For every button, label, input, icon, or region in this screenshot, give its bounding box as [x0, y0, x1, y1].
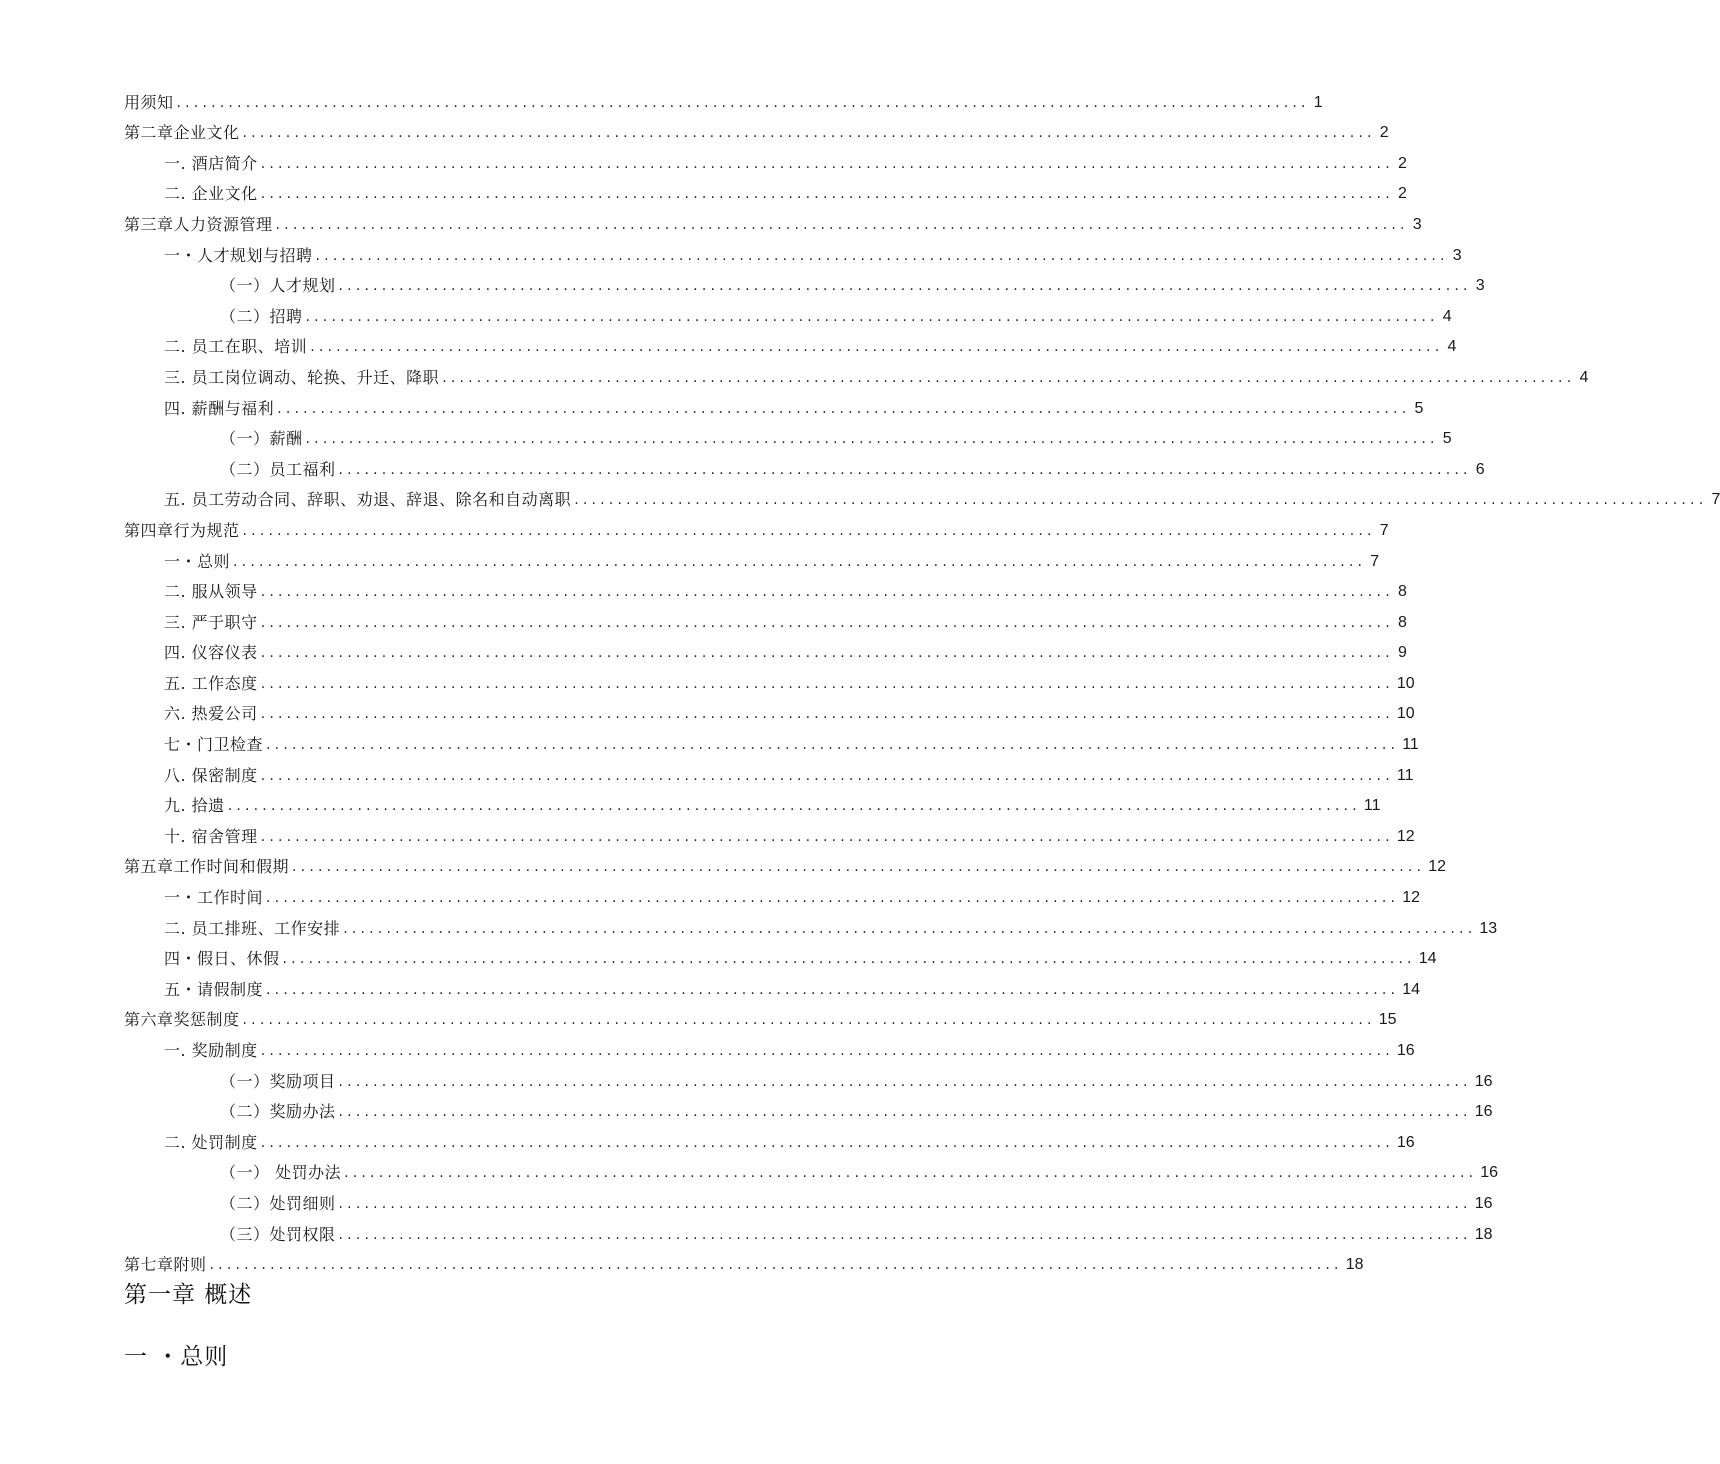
- toc-dot-leader: ...................................................................................................................................: [260, 767, 1394, 784]
- toc-entry[interactable]: [124, 877, 1420, 908]
- toc-entry-title: （一）薪酬: [220, 429, 303, 449]
- toc-entry-title: 三. 员工岗位调动、轮换、升迁、降职: [164, 367, 440, 387]
- toc-dot-leader: ...................................................................................................................................: [260, 155, 1394, 172]
- toc-entry-title: （二）奖励办法: [220, 1102, 336, 1122]
- toc-entry[interactable]: [124, 143, 1407, 174]
- toc-dot-leader: ...................................................................................................................................: [260, 675, 1394, 692]
- toc-entry-title: 第三章人力资源管理: [124, 214, 273, 234]
- toc-page-number: 16: [1474, 1194, 1493, 1212]
- section-title: 一 ・总则: [124, 1344, 229, 1370]
- toc-page-number: 16: [1396, 1133, 1415, 1151]
- toc-entry-title: （一）人才规划: [220, 276, 336, 296]
- toc-page-number: 12: [1428, 858, 1446, 876]
- toc-entry-title: 三. 严于职守: [164, 612, 258, 632]
- toc-entry[interactable]: [124, 480, 1720, 511]
- toc-entry[interactable]: [124, 908, 1498, 939]
- toc-dot-leader: ...................................................................................................................................: [338, 1226, 1472, 1243]
- toc-entry[interactable]: [124, 235, 1462, 266]
- toc-page-number: 11: [1402, 736, 1419, 754]
- toc-entry-title: 二. 企业文化: [164, 184, 258, 204]
- toc-entry-title: （二）招聘: [220, 306, 303, 326]
- chapter-title: 第一章 概述: [124, 1282, 253, 1308]
- toc-dot-leader: ...................................................................................................................................: [260, 828, 1394, 845]
- toc-dot-leader: ...................................................................................................................................: [260, 186, 1394, 203]
- toc-entry-title: 第二章企业文化: [124, 123, 240, 143]
- toc-page-number: 16: [1474, 1072, 1493, 1090]
- toc-dot-leader: ...................................................................................................................................: [275, 216, 1409, 233]
- toc-page-number: 13: [1479, 919, 1498, 937]
- toc-entry-title: 八. 保密制度: [164, 765, 258, 785]
- toc-page-number: 5: [1442, 430, 1452, 448]
- toc-entry-title: 用须知: [124, 92, 174, 112]
- toc-page-number: 10: [1396, 674, 1415, 692]
- toc-entry-title: 一. 奖励制度: [164, 1041, 258, 1060]
- toc-page-number: 11: [1396, 766, 1414, 784]
- toc-page-number: 11: [1363, 797, 1381, 815]
- toc-dot-leader: ...................................................................................................................................: [260, 584, 1394, 601]
- toc-dot-leader: ...................................................................................................................................: [260, 614, 1394, 631]
- toc-dot-leader: ...................................................................................................................................: [242, 125, 1376, 142]
- toc-entry[interactable]: [124, 633, 1407, 664]
- toc-entry-title: 第四章行为规范: [124, 520, 240, 540]
- toc-page-number: 18: [1345, 1256, 1364, 1274]
- toc-page-number: 4: [1442, 307, 1452, 325]
- toc-dot-leader: ...................................................................................................................................: [266, 890, 1400, 907]
- toc-entry-title: 一. 酒店简介: [164, 153, 258, 173]
- toc-dot-leader: ...................................................................................................................................: [310, 339, 1444, 356]
- toc-dot-leader: ...................................................................................................................................: [260, 1043, 1394, 1059]
- toc-page-number: 10: [1396, 705, 1415, 723]
- toc-entry-title: 二. 员工在职、培训: [164, 337, 308, 357]
- toc-entry-title: 第六章奖惩制度: [124, 1010, 240, 1030]
- toc-entry[interactable]: [124, 204, 1422, 235]
- toc-entry-title: 六. 热爱公司: [164, 704, 258, 724]
- toc-dot-leader: ...................................................................................................................................: [260, 1134, 1394, 1151]
- toc-page-number: 18: [1474, 1225, 1493, 1243]
- toc-page-number: 9: [1397, 644, 1407, 662]
- toc-dot-leader: ...................................................................................................................................: [338, 1073, 1472, 1090]
- toc-entry-title: 五. 工作态度: [164, 673, 258, 693]
- toc-entry[interactable]: [124, 327, 1457, 358]
- toc-entry[interactable]: [124, 449, 1485, 480]
- toc-entry[interactable]: [124, 816, 1415, 847]
- toc-entry-title: 二. 员工排班、工作安排: [164, 918, 341, 938]
- toc-dot-leader: ...................................................................................................................................: [442, 369, 1576, 386]
- toc-entry-title: 第七章附则: [124, 1255, 207, 1275]
- toc-page-number: 14: [1402, 980, 1420, 998]
- toc-dot-leader: ...................................................................................................................................: [260, 706, 1394, 723]
- toc-page-number: 3: [1412, 215, 1422, 233]
- toc-entry-title: 五・请假制度: [164, 979, 264, 999]
- toc-entry[interactable]: [124, 296, 1452, 327]
- toc-entry-title: 第五章工作时间和假期: [124, 857, 290, 877]
- toc-entry-title: 一・总则: [164, 551, 231, 571]
- toc-dot-leader: ...................................................................................................................................: [344, 1165, 1478, 1182]
- toc-dot-leader: ...................................................................................................................................: [305, 431, 1439, 448]
- toc-entry[interactable]: [124, 266, 1485, 297]
- toc-entry-title: 四. 仪容仪表: [164, 643, 258, 663]
- toc-dot-leader: ...................................................................................................................................: [338, 278, 1472, 295]
- toc-entry-title: 四・假日、休假: [164, 949, 280, 969]
- toc-page-number: 14: [1418, 950, 1437, 968]
- toc-entry-title: （二）员工福利: [220, 459, 336, 479]
- toc-entry[interactable]: [124, 1061, 1493, 1092]
- toc-entry-title: （一）奖励项目: [220, 1071, 336, 1091]
- toc-page-number: 15: [1378, 1011, 1397, 1029]
- toc-page-number: 12: [1402, 889, 1420, 907]
- toc-dot-leader: ...................................................................................................................................: [343, 920, 1477, 937]
- toc-page-number: 5: [1414, 399, 1424, 417]
- toc-entry[interactable]: [124, 113, 1389, 144]
- toc-entry[interactable]: [124, 1030, 1415, 1061]
- toc-entry[interactable]: [124, 1245, 1364, 1276]
- toc-entry[interactable]: [124, 1153, 1499, 1184]
- toc-entry-title: 一・人才规划与招聘: [164, 245, 313, 265]
- toc-dot-leader: ...................................................................................................................................: [260, 645, 1394, 662]
- toc-page-number: 7: [1370, 552, 1380, 570]
- toc-entry[interactable]: [124, 786, 1381, 817]
- toc-entry-title: 十. 宿舍管理: [164, 826, 258, 846]
- toc-page-number: 4: [1447, 338, 1457, 356]
- toc-dot-leader: ...................................................................................................................................: [315, 247, 1449, 264]
- toc-page-number: 7: [1379, 521, 1389, 539]
- toc-dot-leader: ...................................................................................................................................: [242, 1012, 1376, 1029]
- toc-page-number: 3: [1475, 277, 1485, 295]
- toc-entry[interactable]: [124, 602, 1407, 633]
- toc-dot-leader: ...................................................................................................................................: [209, 1257, 1343, 1274]
- toc-entry[interactable]: [124, 663, 1415, 694]
- toc-page-number: 16: [1480, 1164, 1499, 1182]
- toc-page-number: 8: [1397, 613, 1407, 631]
- toc-dot-leader: ...................................................................................................................................: [176, 94, 1310, 111]
- toc-entry-title: 一・工作时间: [164, 888, 264, 908]
- toc-dot-leader: ...................................................................................................................................: [305, 308, 1439, 325]
- toc-entry[interactable]: [124, 82, 1323, 113]
- toc-dot-leader: ...................................................................................................................................: [338, 1104, 1472, 1121]
- toc-dot-leader: ...................................................................................................................................: [338, 461, 1472, 478]
- table-of-contents: [124, 82, 1720, 1275]
- toc-entry[interactable]: [124, 357, 1589, 388]
- toc-dot-leader: ...................................................................................................................................: [338, 1195, 1472, 1212]
- toc-dot-leader: ...................................................................................................................................: [233, 553, 1367, 570]
- toc-dot-leader: ...................................................................................................................................: [277, 400, 1411, 417]
- toc-page-number: 8: [1397, 583, 1407, 601]
- toc-dot-leader: ...................................................................................................................................: [574, 492, 1708, 509]
- toc-page-number: 7: [1711, 491, 1720, 509]
- toc-page-number: 6: [1475, 460, 1485, 478]
- toc-entry[interactable]: [124, 1092, 1493, 1123]
- toc-entry-title: 九. 拾遗: [164, 796, 225, 816]
- toc-dot-leader: ...................................................................................................................................: [282, 951, 1416, 968]
- toc-entry[interactable]: [124, 939, 1437, 970]
- toc-entry-title: 七・门卫检查: [164, 735, 264, 755]
- toc-page-number: 2: [1397, 185, 1407, 203]
- toc-dot-leader: ...................................................................................................................................: [266, 981, 1400, 998]
- toc-entry-title: 二. 服从领导: [164, 582, 258, 602]
- toc-entry[interactable]: [124, 755, 1414, 786]
- toc-entry[interactable]: [124, 541, 1380, 572]
- toc-entry-title: （三）处罚权限: [220, 1224, 336, 1244]
- toc-entry[interactable]: [124, 1122, 1415, 1153]
- toc-entry-title: （一） 处罚办法: [220, 1163, 342, 1183]
- toc-page-number: 16: [1474, 1103, 1493, 1121]
- toc-entry[interactable]: [124, 419, 1452, 450]
- toc-entry[interactable]: [124, 694, 1415, 725]
- toc-entry[interactable]: [124, 969, 1420, 1000]
- toc-entry[interactable]: [124, 388, 1424, 419]
- toc-page-number: 4: [1579, 368, 1589, 386]
- toc-entry[interactable]: [124, 174, 1407, 205]
- toc-dot-leader: ...................................................................................................................................: [242, 522, 1376, 539]
- toc-entry-title: 五. 员工劳动合同、辞职、劝退、辞退、除名和自动离职: [164, 490, 572, 510]
- toc-page-number: 12: [1396, 827, 1415, 845]
- toc-page-number: 16: [1396, 1042, 1415, 1059]
- toc-entry[interactable]: [124, 847, 1446, 878]
- toc-entry[interactable]: [124, 724, 1419, 755]
- toc-entry-title: （二）处罚细则: [220, 1193, 336, 1213]
- toc-dot-leader: ...................................................................................................................................: [292, 859, 1426, 876]
- toc-entry[interactable]: [124, 510, 1389, 541]
- toc-page-number: 2: [1397, 154, 1407, 172]
- toc-entry[interactable]: [124, 572, 1407, 603]
- toc-page-number: 2: [1379, 124, 1389, 142]
- toc-entry-title: 二. 处罚制度: [164, 1132, 258, 1152]
- toc-dot-leader: ...................................................................................................................................: [266, 737, 1400, 754]
- toc-page-number: 1: [1313, 93, 1323, 111]
- toc-entry[interactable]: [124, 1214, 1493, 1245]
- toc-entry[interactable]: [124, 1183, 1493, 1214]
- toc-dot-leader: ...................................................................................................................................: [227, 798, 1361, 815]
- toc-entry-title: 四. 薪酬与福利: [164, 398, 275, 418]
- toc-page-number: 3: [1452, 246, 1462, 264]
- toc-entry[interactable]: [124, 1000, 1397, 1031]
